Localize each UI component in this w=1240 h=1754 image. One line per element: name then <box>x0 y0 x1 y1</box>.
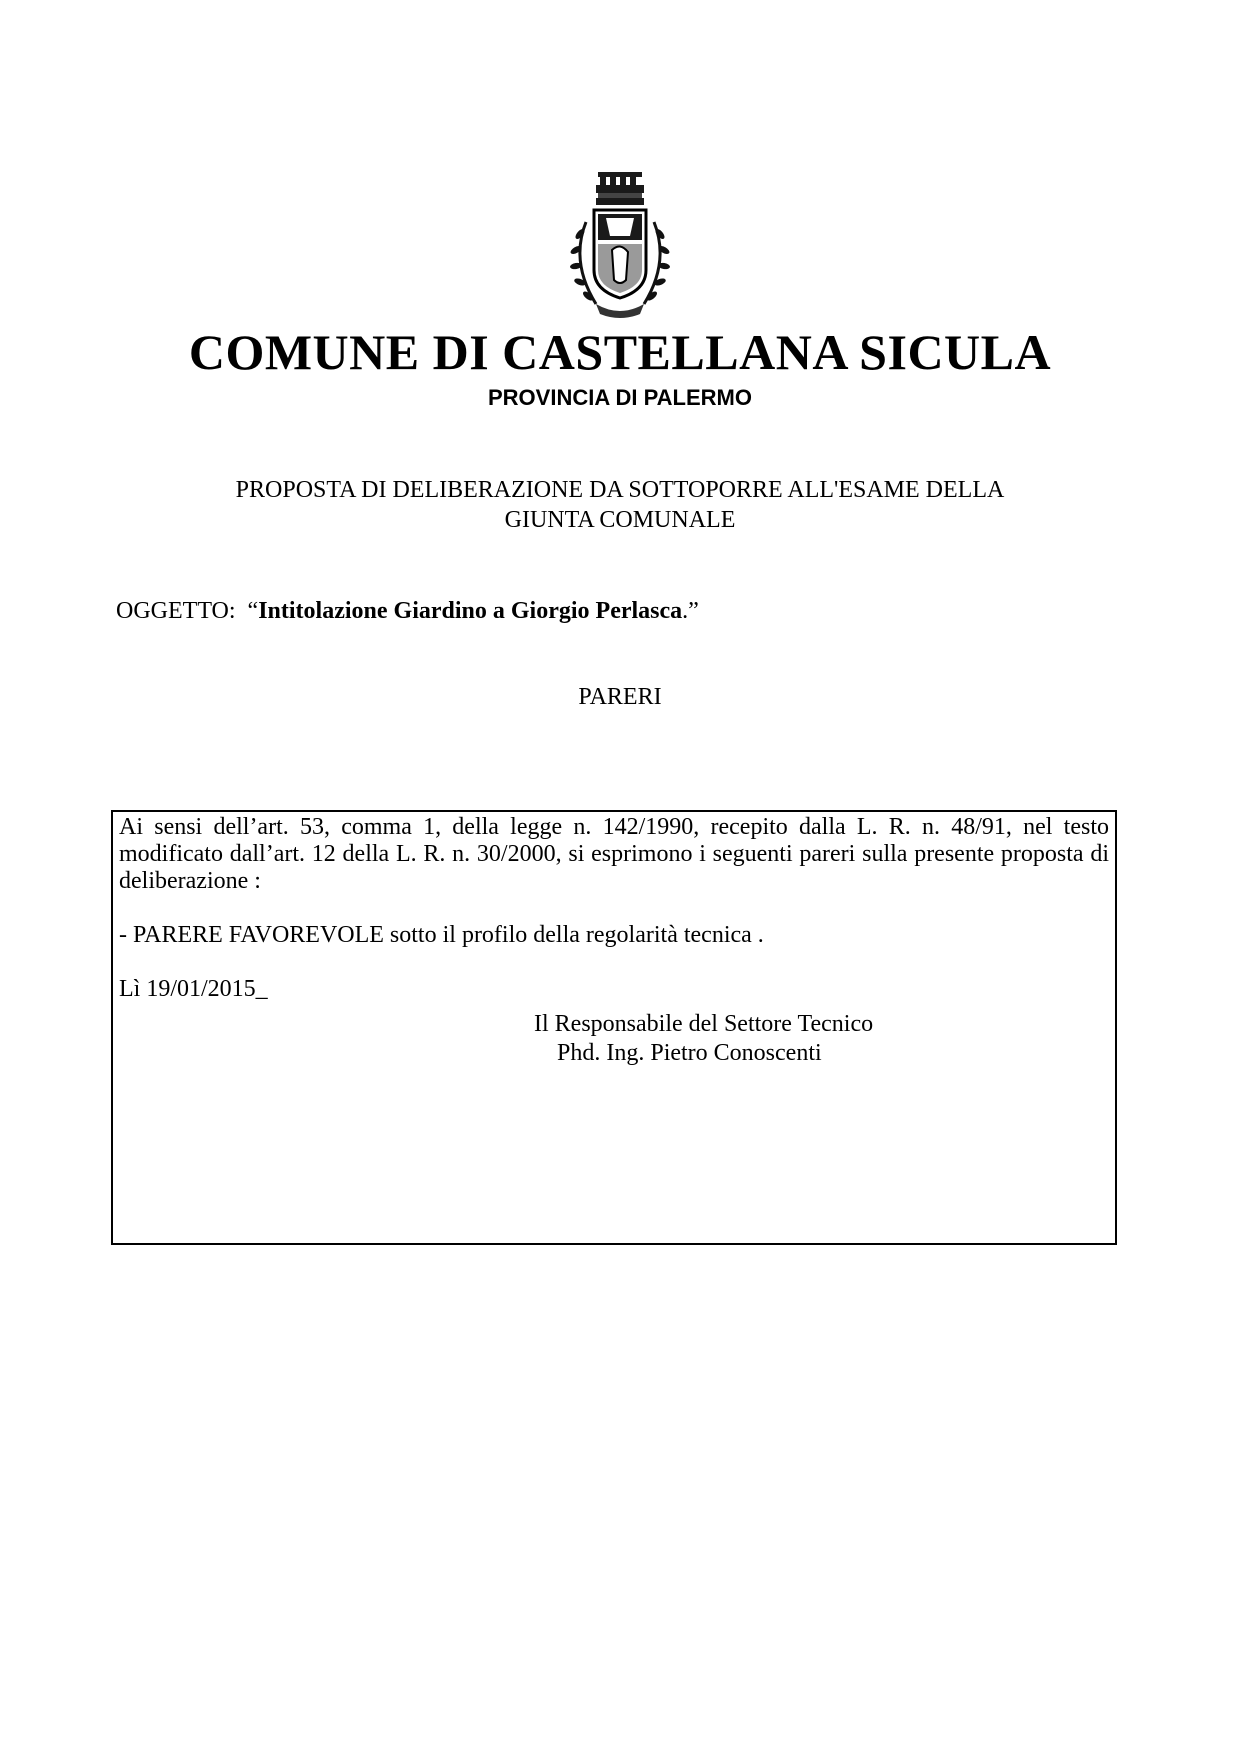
legal-reference-text: Ai sensi dell’art. 53, comma 1, della legge n. 142/1990, recepito dalla L. R. n. 48/91, nel testo modificato dall’art. 12 della L. R. n. 30/2000, si esprimono i seguenti pareri sulla presente proposta di deliberazione : <box>119 814 1109 894</box>
signature-block <box>534 1010 873 1068</box>
proposal-line-2: GIUNTA COMUNALE <box>504 507 736 533</box>
subject-title: Intitolazione Giardino a Giorgio Perlasca <box>258 598 683 624</box>
proposal-heading <box>0 475 1240 535</box>
favorable-opinion: - PARERE FAVOREVOLE sotto il profilo della regolarità tecnica . <box>119 922 764 948</box>
coat-of-arms-icon <box>556 172 684 322</box>
province-name: PROVINCIA DI PALERMO <box>487 385 752 410</box>
signature-role: Il Responsabile del Settore Tecnico <box>534 1011 874 1037</box>
opinions-heading: PARERI <box>578 684 662 710</box>
opinion-date: Lì 19/01/2015_ <box>119 976 268 1002</box>
municipality-name: COMUNE DI CASTELLANA SICULA <box>188 324 1052 380</box>
proposal-line-1: PROPOSTA DI DELIBERAZIONE DA SOTTOPORRE ALL'ESAME DELLA <box>235 477 1005 503</box>
subject-line <box>116 596 699 626</box>
subject-label: OGGETTO: <box>116 598 236 624</box>
subject-open-quote: “ <box>247 598 259 624</box>
signature-name: Phd. Ing. Pietro Conoscenti <box>557 1040 822 1066</box>
subject-close-quote: .” <box>682 598 699 624</box>
